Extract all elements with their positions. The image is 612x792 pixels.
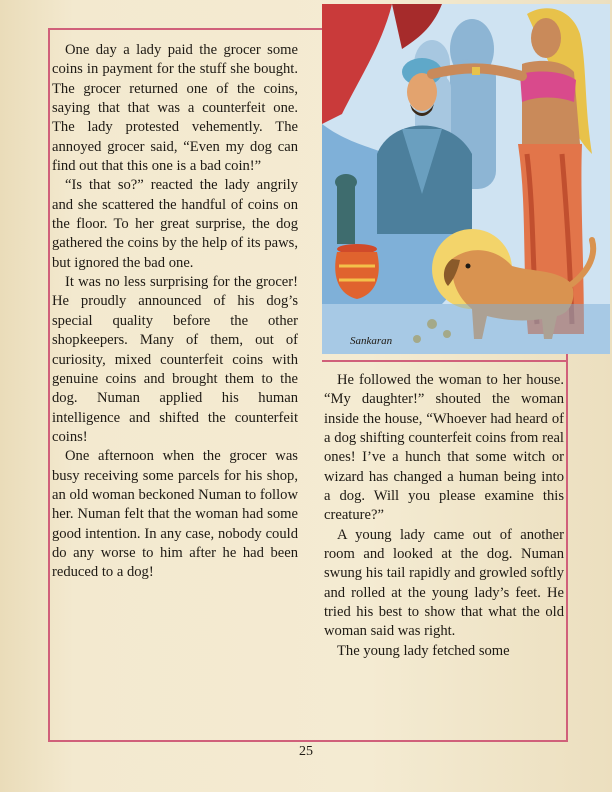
top-border-line [48, 28, 322, 30]
page-number: 25 [299, 744, 313, 759]
paragraph: “Is that so?” reacted the lady angrily and she scattered the handful of coins on the floor. To her great surprise, the dog gathered the coins by the help of its paws, but ignored the bad one. [52, 177, 298, 271]
artist-signature: Sankaran [350, 335, 393, 347]
story-column-right [324, 371, 564, 661]
middle-border-line [322, 360, 568, 362]
paragraph: One afternoon when the grocer was busy receiving some parcels for his shop, an old woman beckoned Numan to follow her. Numan felt that the woman had some good intention. In any case, nobody could do any worse to him after he had been reduced to a dog! [52, 448, 298, 581]
paragraph: The young lady fetched some [337, 642, 510, 659]
story-column-left [52, 41, 298, 583]
paragraph: One day a lady paid the grocer some coins in payment for the stuff she bought. The grocer returned one of the coins, saying that that was a counterfeit one. The lady protested vehemently. The annoyed grocer said, “Even my dog can find out that this one is a bad coin!” [52, 42, 298, 175]
left-border-line [48, 28, 50, 741]
paragraph: It was no less surprising for the grocer! He proudly announced of his dog’s special quality before the other shopkeepers. Many of them, out of curiosity, mixed counterfeit coins with genuine coins and brought them to the dog. Numan applied his human intelligence and shifted the counterfeit coins! [52, 274, 298, 445]
paragraph: He followed the woman to her house. “My daughter!” shouted the woman inside the house, “Whoever had heard of a dog shifting counterfeit coins from real ones! I’ve a hunch that some witch or wizard has changed a human being into a dog. Will you please examine this creature?” [324, 372, 564, 524]
paragraph: A young lady came out of another room and looked at the dog. Numan swung his tail rapidly and growled softly and rolled at the young lady’s feet. He tried his best to show that what the old woman said was right. [324, 526, 564, 640]
story-illustration [322, 4, 610, 354]
right-border-line [566, 330, 568, 741]
bottom-border-line [48, 740, 568, 742]
